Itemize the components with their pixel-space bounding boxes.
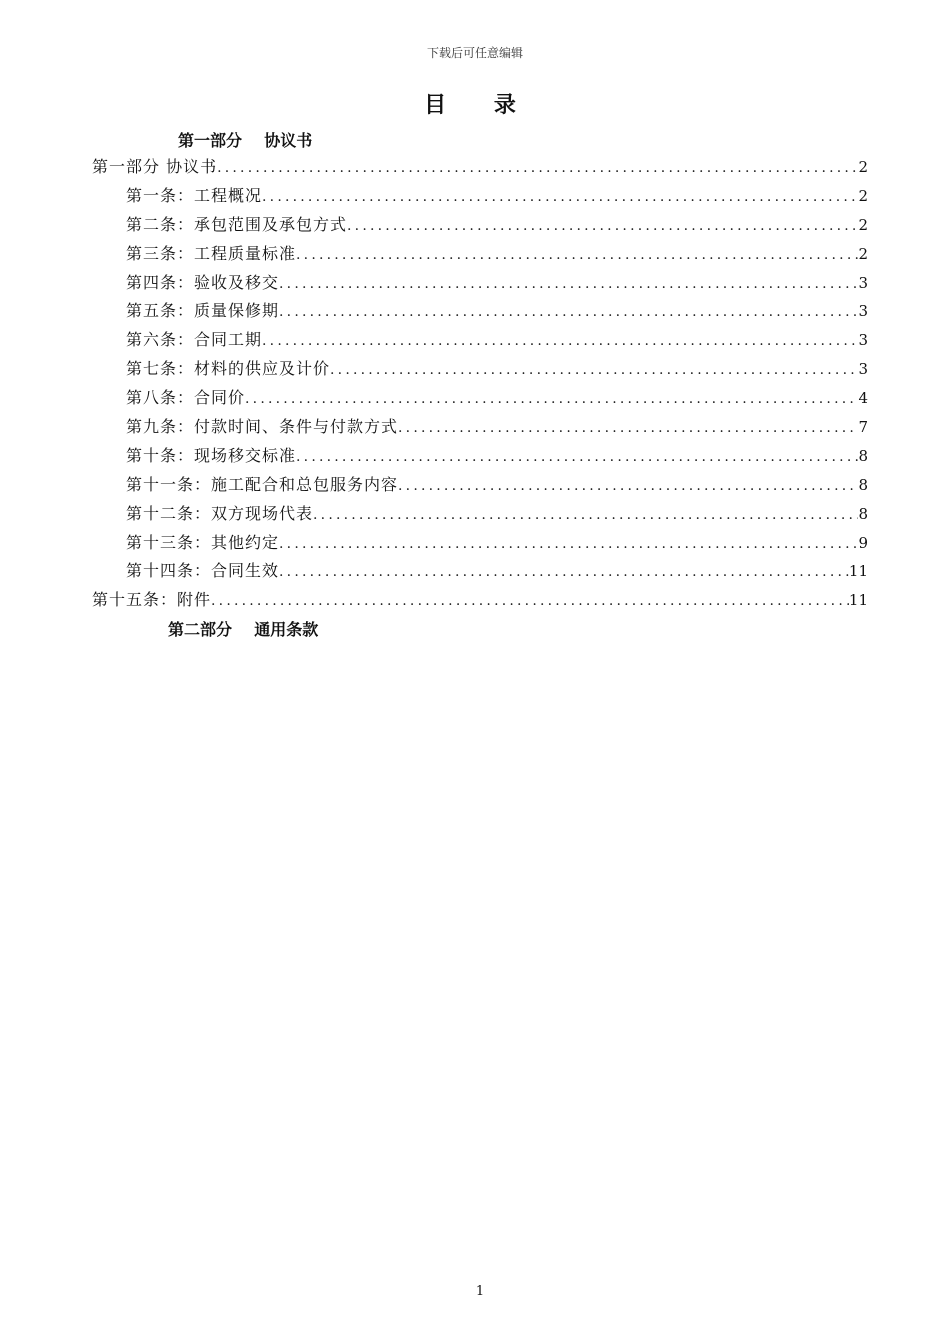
toc-leader-dots xyxy=(262,333,858,349)
toc-entry-label: 第八条：合同价 xyxy=(126,388,246,408)
toc-entry-article-1[interactable] xyxy=(92,183,868,212)
toc-leader-dots xyxy=(313,507,858,523)
toc-entry-article-8[interactable] xyxy=(92,385,868,414)
toc-entry-article-9[interactable] xyxy=(92,414,868,443)
toc-entry-article-12[interactable] xyxy=(92,501,868,530)
toc-leader-dots xyxy=(217,160,858,176)
toc-list xyxy=(92,154,868,616)
toc-entry-page: 3 xyxy=(858,331,868,350)
toc-entry-page: 2 xyxy=(858,186,868,205)
toc-entry-label: 第十四条：合同生效 xyxy=(126,561,280,581)
toc-entry-article-7[interactable] xyxy=(92,356,868,385)
part-two-heading: 第二部分 通用条款 xyxy=(168,620,319,639)
toc-entry-label: 第五条：质量保修期 xyxy=(126,301,280,321)
toc-entry-article-13[interactable] xyxy=(92,530,868,559)
toc-entry-page: 3 xyxy=(858,302,868,321)
toc-leader-dots xyxy=(245,391,858,407)
toc-leader-dots xyxy=(398,420,858,436)
toc-leader-dots xyxy=(279,536,858,552)
toc-entry-label: 第六条：合同工期 xyxy=(126,330,263,350)
toc-entry-label: 第三条：工程质量标准 xyxy=(126,243,297,263)
toc-entry-label: 第二条：承包范围及承包方式 xyxy=(126,214,348,234)
toc-entry-article-4[interactable] xyxy=(92,270,868,299)
toc-entry-page: 2 xyxy=(858,158,868,176)
toc-entry-article-15[interactable] xyxy=(92,587,868,616)
toc-entry-page: 2 xyxy=(858,215,868,234)
toc-entry-article-5[interactable] xyxy=(92,298,868,327)
toc-entry-page: 8 xyxy=(858,446,868,465)
toc-entry-label: 第一部分 协议书 xyxy=(92,157,218,176)
toc-entry-page: 9 xyxy=(858,533,868,552)
toc-entry-label: 第一条：工程概况 xyxy=(126,185,263,205)
toc-leader-dots xyxy=(211,593,849,609)
toc-entry-page: 4 xyxy=(858,389,868,408)
toc-entry-article-6[interactable] xyxy=(92,327,868,356)
toc-entry-page: 8 xyxy=(858,475,868,494)
toc-entry-label: 第十一条：施工配合和总包服务内容 xyxy=(126,474,399,494)
toc-entry-page: 7 xyxy=(858,418,868,437)
toc-entry-page: 3 xyxy=(858,360,868,379)
toc-entry-label: 第四条：验收及移交 xyxy=(126,272,280,292)
toc-leader-dots xyxy=(262,189,858,205)
toc-title: 目 录 xyxy=(424,92,536,118)
toc-leader-dots xyxy=(398,478,858,494)
toc-entry-article-14[interactable] xyxy=(92,558,868,587)
toc-leader-dots xyxy=(279,276,858,292)
page-number: 1 xyxy=(475,1284,485,1299)
toc-entry-label: 第十五条：附件 xyxy=(92,590,212,610)
toc-leader-dots xyxy=(296,449,858,465)
toc-entry-label: 第九条：付款时间、条件与付款方式 xyxy=(126,417,399,437)
toc-entry-page: 3 xyxy=(858,273,868,292)
header-note: 下载后可任意编辑 xyxy=(426,46,523,60)
toc-leader-dots xyxy=(296,247,858,263)
toc-entry-page: 8 xyxy=(858,504,868,523)
toc-entry-page: 2 xyxy=(858,244,868,263)
toc-entry-page: 11 xyxy=(848,591,868,610)
part-one-heading: 第一部分 协议书 xyxy=(178,131,313,150)
toc-entry-article-10[interactable] xyxy=(92,443,868,472)
toc-leader-dots xyxy=(347,218,858,234)
toc-leader-dots xyxy=(279,304,858,320)
toc-entry-label: 第十三条：其他约定 xyxy=(126,532,280,552)
toc-leader-dots xyxy=(330,362,858,378)
toc-leader-dots xyxy=(279,564,849,580)
toc-entry-part-one[interactable] xyxy=(92,154,868,183)
toc-entry-article-11[interactable] xyxy=(92,472,868,501)
toc-entry-article-3[interactable] xyxy=(92,241,868,270)
toc-entry-page: 11 xyxy=(848,562,868,581)
toc-entry-label: 第十二条：双方现场代表 xyxy=(126,503,314,523)
toc-entry-label: 第十条：现场移交标准 xyxy=(126,445,297,465)
toc-entry-label: 第七条：材料的供应及计价 xyxy=(126,359,331,379)
toc-entry-article-2[interactable] xyxy=(92,212,868,241)
